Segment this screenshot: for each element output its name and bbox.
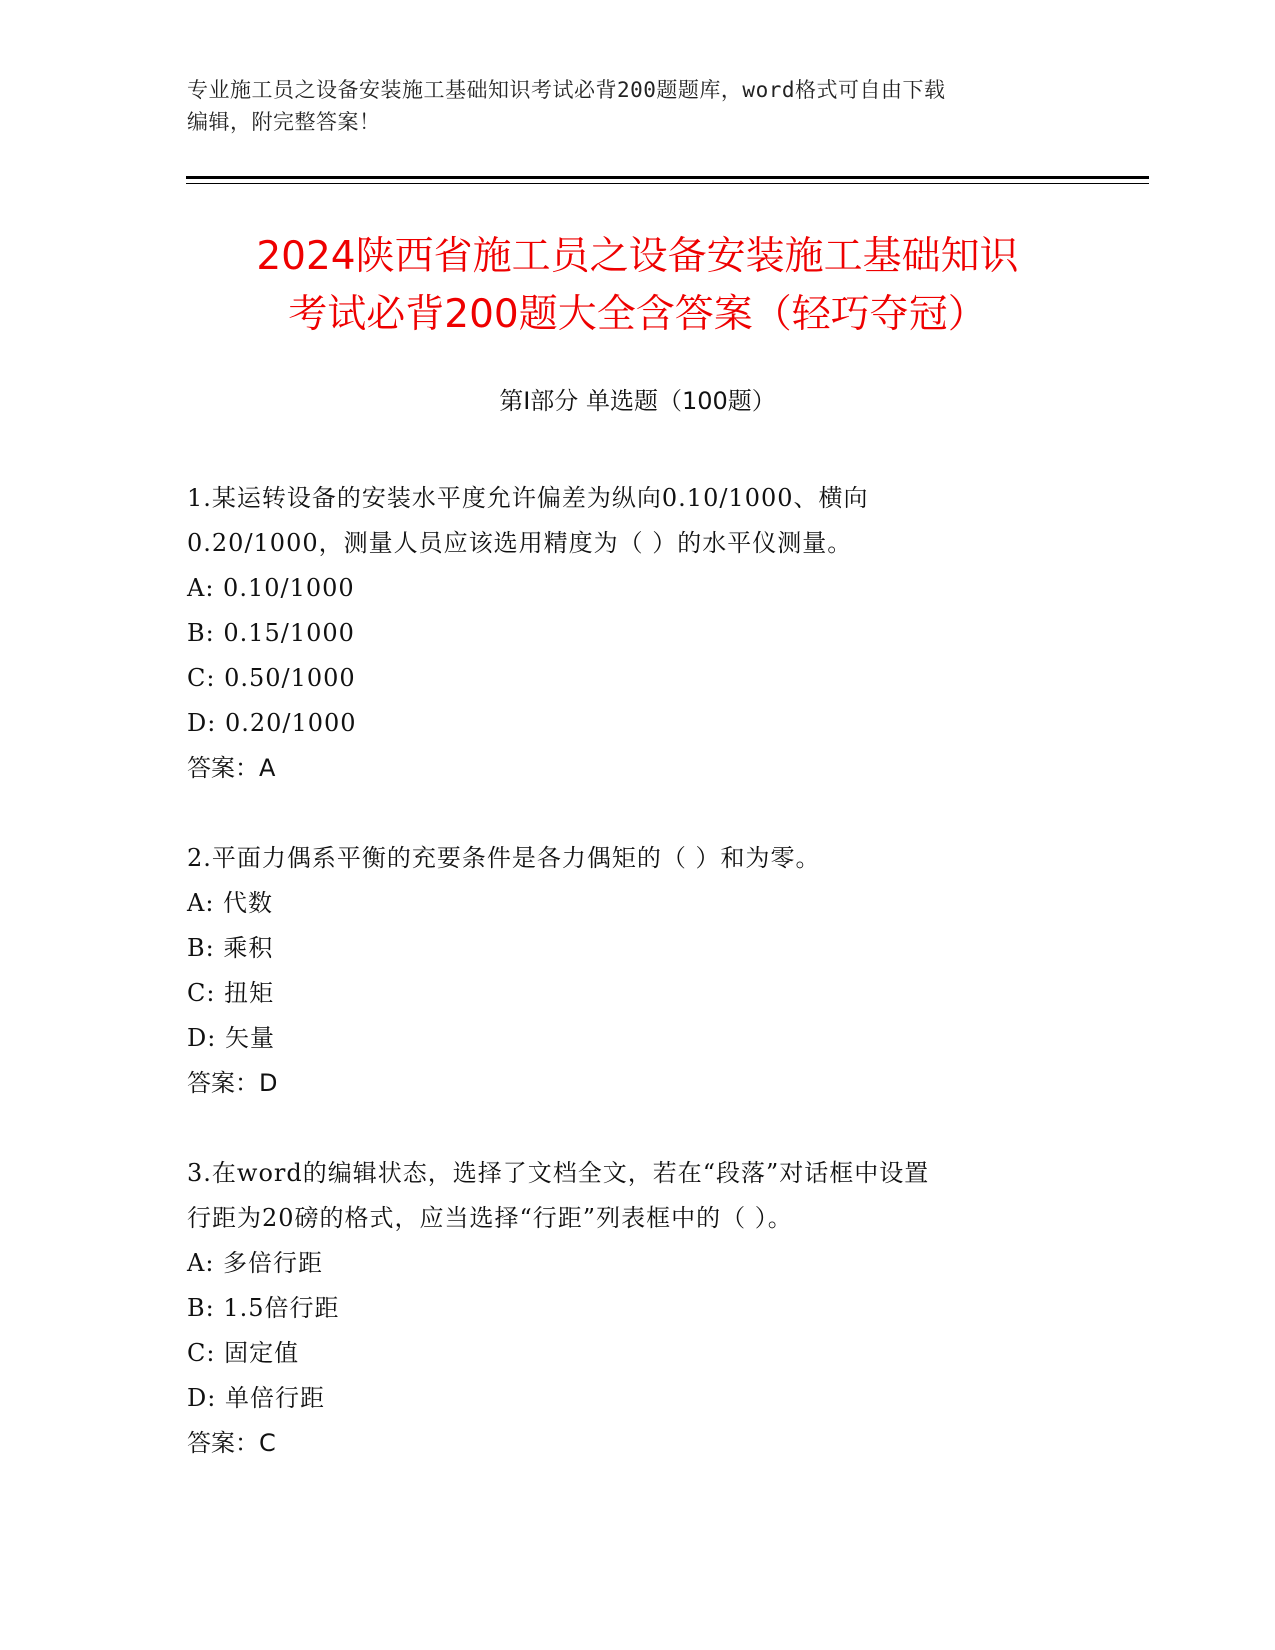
document-title-line-1: 2024陕西省施工员之设备安装施工基础知识 — [256, 234, 1019, 279]
option-c: C: 固定值 — [187, 1339, 300, 1367]
document-title — [170, 228, 1105, 344]
question-stem-line: 3.在word的编辑状态，选择了文档全文，若在“段落”对话框中设置 — [187, 1159, 930, 1187]
question-item-1 — [187, 476, 1087, 791]
answer-label: 答案：A — [187, 754, 276, 782]
option-b: B: 1.5倍行距 — [187, 1294, 340, 1322]
question-item-3 — [187, 1151, 1087, 1466]
question-stem-line: 行距为20磅的格式，应当选择“行距”列表框中的（ ）。 — [187, 1204, 793, 1232]
header-note-line-1: 专业施工员之设备安装施工基础知识考试必背200题题库，word格式可自由下载 — [187, 78, 946, 102]
header-divider-thin — [186, 183, 1149, 184]
option-b: B: 0.15/1000 — [187, 619, 355, 647]
option-a: A: 多倍行距 — [187, 1249, 324, 1277]
question-item-2 — [187, 836, 1087, 1106]
document-title-line-2: 考试必背200题大全含答案（轻巧夺冠） — [288, 292, 987, 337]
option-c: C: 扭矩 — [187, 979, 275, 1007]
question-list — [187, 476, 1087, 1511]
section-heading: 第Ⅰ部分 单选题（100题） — [499, 387, 776, 415]
header-note — [187, 74, 1087, 138]
option-b: B: 乘积 — [187, 934, 274, 962]
option-d: D: 0.20/1000 — [187, 709, 357, 737]
question-stem-line: 1.某运转设备的安装水平度允许偏差为纵向0.10/1000、横向 — [187, 484, 869, 512]
option-a: A: 0.10/1000 — [187, 574, 355, 602]
header-divider-thick — [186, 176, 1149, 179]
option-d: D: 单倍行距 — [187, 1384, 325, 1412]
option-d: D: 矢量 — [187, 1024, 275, 1052]
header-note-line-2: 编辑，附完整答案！ — [187, 110, 381, 134]
question-stem-line: 0.20/1000，测量人员应该选用精度为（ ）的水平仪测量。 — [187, 529, 853, 557]
answer-label: 答案：D — [187, 1069, 278, 1097]
question-stem-line: 2.平面力偶系平衡的充要条件是各力偶矩的（ ）和为零。 — [187, 844, 821, 872]
answer-label: 答案：C — [187, 1429, 276, 1457]
option-a: A: 代数 — [187, 889, 274, 917]
option-c: C: 0.50/1000 — [187, 664, 356, 692]
